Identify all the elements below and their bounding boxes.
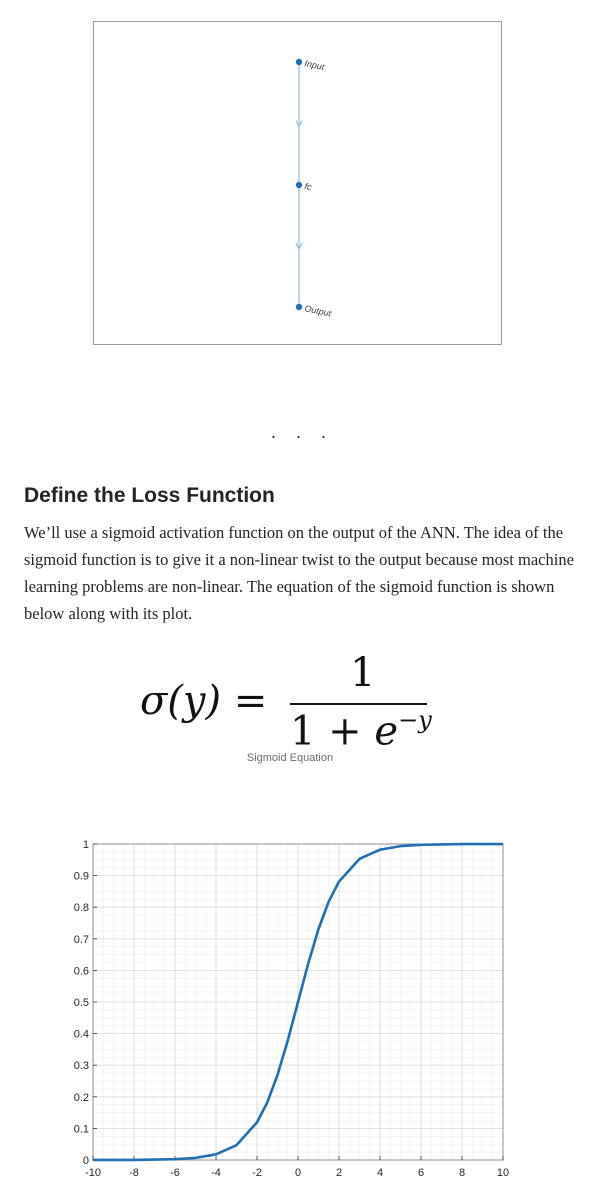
- equation-caption: Sigmoid Equation: [246, 752, 334, 764]
- x-tick-label: 6: [417, 1167, 425, 1179]
- network-graph-svg: [94, 22, 503, 346]
- x-tick-label: 2: [335, 1167, 343, 1179]
- x-tick-label: 0: [294, 1167, 302, 1179]
- section-separator: . . .: [271, 422, 334, 442]
- y-tick-label: 0.8: [73, 902, 89, 915]
- x-tick-label: 8: [458, 1167, 466, 1179]
- equation-exponent: −y: [398, 706, 432, 734]
- equation-fraction-bar: [290, 703, 427, 705]
- x-tick-label: -4: [211, 1167, 221, 1179]
- y-tick-label: 0.7: [73, 933, 89, 946]
- equation-numerator: 1: [350, 650, 376, 696]
- graph-node-input: [296, 59, 302, 65]
- x-tick-label: 4: [376, 1167, 384, 1179]
- equation-denominator-base: 1 +: [290, 708, 375, 755]
- y-tick-label: 1: [82, 839, 89, 851]
- y-tick-label: 0.1: [73, 1123, 89, 1136]
- section-heading: Define the Loss Function: [24, 484, 275, 507]
- graph-node-fc: [296, 182, 302, 188]
- network-graph-plot: [93, 21, 502, 345]
- y-tick-label: 0.9: [73, 870, 89, 883]
- equation-denominator-e: e: [374, 708, 399, 755]
- graph-node-label-output: Output: [303, 303, 333, 319]
- x-tick-label: -6: [170, 1167, 180, 1179]
- equation-lhs: σ(y) =: [140, 678, 268, 724]
- y-tick-label: 0.5: [73, 997, 89, 1009]
- graph-node-label-input: Input: [303, 58, 326, 73]
- y-tick-label: 0.2: [73, 1091, 89, 1104]
- y-tick-label: 0.6: [73, 965, 89, 978]
- x-tick-label: -2: [252, 1167, 262, 1179]
- body-paragraph: We’ll use a sigmoid activation function on the output of the ANN. The idea of the sigmoid function is to give it a non-linear twist to the output because most machine learning problems are non-linear. The equation of the sigmoid function is shown below along with its plot.: [24, 523, 574, 623]
- x-tick-label: -10: [85, 1167, 101, 1179]
- x-tick-label: -8: [129, 1167, 139, 1179]
- equation-denominator: [290, 708, 432, 754]
- y-tick-label: 0: [82, 1155, 89, 1167]
- y-tick-label: 0.3: [73, 1060, 89, 1073]
- x-tick-label: 10: [496, 1167, 510, 1179]
- sigmoid-plot: [0, 830, 605, 1200]
- y-tick-label: 0.4: [73, 1028, 89, 1041]
- graph-node-output: [296, 304, 302, 310]
- graph-node-label-fc: fc: [303, 181, 313, 193]
